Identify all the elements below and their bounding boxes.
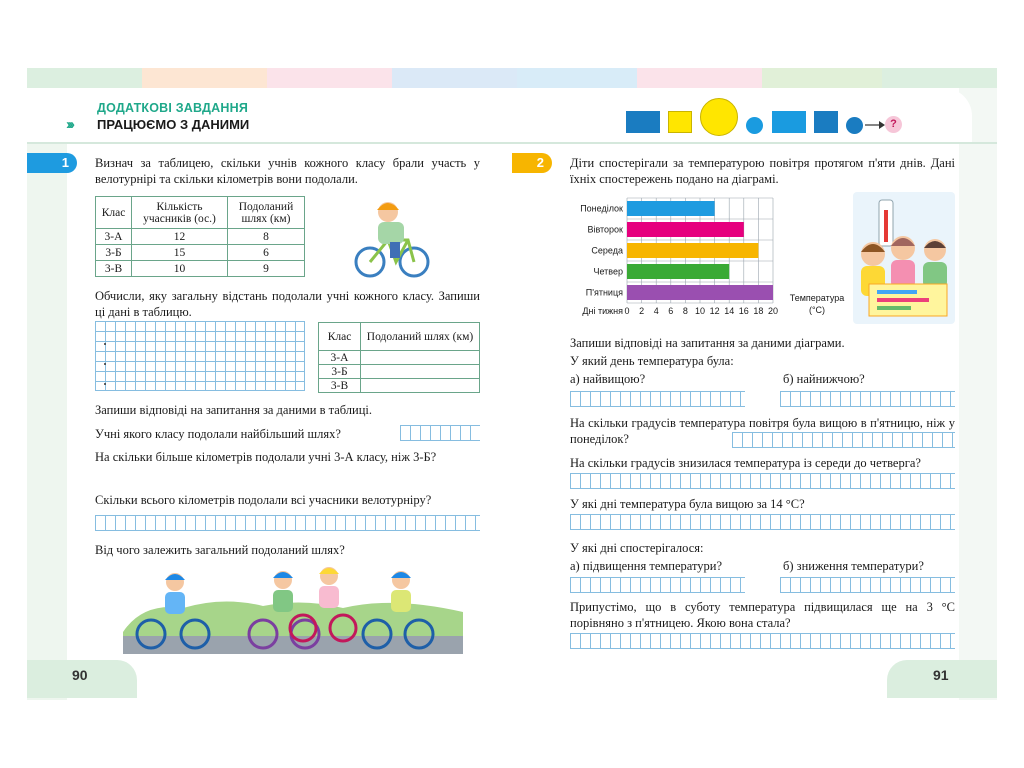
question-decrease: б) зниження температури?	[783, 559, 924, 573]
chart-category-axis-label: Дні тижня	[582, 306, 623, 316]
answer-line[interactable]	[732, 432, 955, 448]
table-cell: 3-Б	[96, 245, 132, 261]
table-answer-cell[interactable]	[361, 365, 480, 379]
bike-tournament-table	[95, 196, 305, 277]
table-answer-cell[interactable]	[361, 379, 480, 393]
table-cell: 9	[228, 261, 305, 277]
table-cell: 10	[132, 261, 228, 277]
answer-line[interactable]	[780, 577, 955, 593]
chart-bar	[627, 264, 729, 279]
chart-tick-label: 18	[753, 306, 764, 316]
table-cell: 6	[228, 245, 305, 261]
chart-category-label: Середа	[591, 245, 623, 256]
header-divider	[27, 142, 997, 144]
task2-intro: Діти спостерігали за температурою повітря протягом п'яти днів. Дані їхніх спостережень подано на діаграмі.	[570, 156, 955, 186]
table-cell: 3-В	[96, 261, 132, 277]
answer-line[interactable]	[570, 391, 745, 407]
blue-rectangle-shape	[772, 111, 806, 133]
table-cell: 3-А	[96, 229, 132, 245]
question-circle-icon: ?	[885, 116, 902, 133]
table-cell: 12	[132, 229, 228, 245]
question-observed: У які дні спостерігалося:	[570, 541, 704, 555]
question-wednesday-thursday: На скільки градусів знизилася температура із середи до четверга?	[570, 456, 921, 470]
blue-circle-shape-2	[846, 117, 863, 134]
chart-bar	[627, 285, 773, 300]
answer-line[interactable]	[570, 473, 955, 489]
question-difference: На скільки більше кілометрів подолали учні 3-А класу, ніж 3-Б?	[95, 450, 437, 464]
chart-bar	[627, 201, 715, 216]
children-cycling-illustration	[123, 562, 463, 654]
chart-bar	[627, 243, 758, 258]
question-highest: а) найвищою?	[570, 372, 646, 386]
question-increase: а) підвищення температури?	[570, 559, 723, 573]
yellow-square-shape	[668, 111, 692, 133]
chart-category-label: Четвер	[593, 266, 623, 277]
answer-grid[interactable]	[95, 321, 305, 391]
blue-square-shape-2	[814, 111, 838, 133]
question-above-14: У які дні температура була вищою за 14 °С?	[570, 497, 805, 511]
section-title: ПРАЦЮЄМО З ДАНИМИ	[97, 117, 250, 132]
table-header-class: Клас	[319, 323, 361, 351]
task1-intro: Визнач за таблицею, скільки учнів кожного класу брали участь у велотурнірі та скільки кілометрів вони подолали.	[95, 156, 480, 186]
boy-on-bicycle-illustration	[352, 192, 432, 280]
question-which-day: У який день температура була:	[570, 354, 734, 368]
question-lowest: б) найнижчою?	[783, 372, 865, 386]
page-number-left: 90	[27, 660, 137, 698]
answer-line[interactable]	[570, 633, 955, 649]
question-friday-vs-monday: На скільки градусів температура повітря була вищою в п'ятницю, ніж у понеділок?	[570, 416, 955, 446]
answer-line[interactable]	[780, 391, 955, 407]
table-header-class: Клас	[96, 197, 132, 229]
distance-table	[318, 322, 480, 393]
arrow-right-icon	[864, 118, 886, 132]
chart-tick-label: 12	[709, 306, 720, 316]
blue-square-shape	[626, 111, 660, 133]
question-saturday: Припустімо, що в суботу температура підвищилася ще на 3 °С порівняно з п'ятницею. Якою вона стала?	[570, 600, 955, 630]
chart-category-label: П'ятниця	[585, 287, 623, 298]
blue-circle-shape	[746, 117, 763, 134]
yellow-circle-shape	[700, 98, 738, 136]
table-cell: 3-Б	[319, 365, 361, 379]
chart-tick-label: 8	[682, 306, 688, 316]
table-cell: 8	[228, 229, 305, 245]
answer-line[interactable]	[400, 425, 480, 441]
question-largest-distance: Учні якого класу подолали найбільший шлях?	[95, 427, 341, 441]
table-cell: 3-В	[319, 379, 361, 393]
chart-value-axis-unit: (°C)	[808, 305, 826, 315]
chart-tick-label: 10	[694, 306, 706, 316]
page-number-right: 91	[887, 660, 997, 698]
questions-intro: Запиши відповіді на запитання за даними в таблиці.	[95, 403, 373, 417]
section-subtitle: ДОДАТКОВІ ЗАВДАННЯ	[97, 101, 249, 115]
chart-category-label: Понеділок	[580, 203, 623, 214]
chart-tick-label: 0	[624, 306, 630, 316]
table-cell: 3-А	[319, 351, 361, 365]
table-answer-cell[interactable]	[361, 351, 480, 365]
table-cell: 15	[132, 245, 228, 261]
question-total-distance: Скільки всього кілометрів подолали всі учасники велотурніру?	[95, 493, 432, 507]
chart-tick-label: 4	[653, 306, 659, 316]
chart-tick-label: 6	[668, 306, 674, 316]
answer-line[interactable]	[570, 577, 745, 593]
calc-instruction: Обчисли, яку загальну відстань подолали учні кожного класу. Запиши ці дані в таблицю.	[95, 289, 480, 319]
task-number-badge-1: 1	[27, 153, 77, 173]
temperature-bar-chart	[565, 190, 855, 322]
answer-line[interactable]	[95, 515, 480, 531]
table-header-distance: Подоланий шлях (км)	[228, 197, 305, 229]
table-header-distance: Подоланий шлях (км)	[361, 323, 480, 351]
chart-questions-intro: Запиши відповіді на запитання за даними діаграми.	[570, 336, 845, 350]
task-number-badge-2: 2	[512, 153, 552, 173]
chart-tick-label: 2	[639, 306, 645, 316]
double-chevron-icon: ›››	[66, 116, 72, 133]
chart-value-axis-label: Температура	[789, 293, 845, 303]
chart-tick-label: 16	[738, 306, 749, 316]
chart-tick-label: 14	[724, 306, 735, 316]
table-header-participants: Кількість учасників (ос.)	[132, 197, 228, 229]
chart-category-label: Вівторок	[587, 224, 623, 235]
chart-tick-label: 20	[767, 306, 779, 316]
answer-line[interactable]	[570, 514, 955, 530]
question-depends: Від чого залежить загальний подоланий шлях?	[95, 543, 345, 557]
children-thermometer-illustration	[853, 192, 955, 324]
chart-bar	[627, 222, 744, 237]
